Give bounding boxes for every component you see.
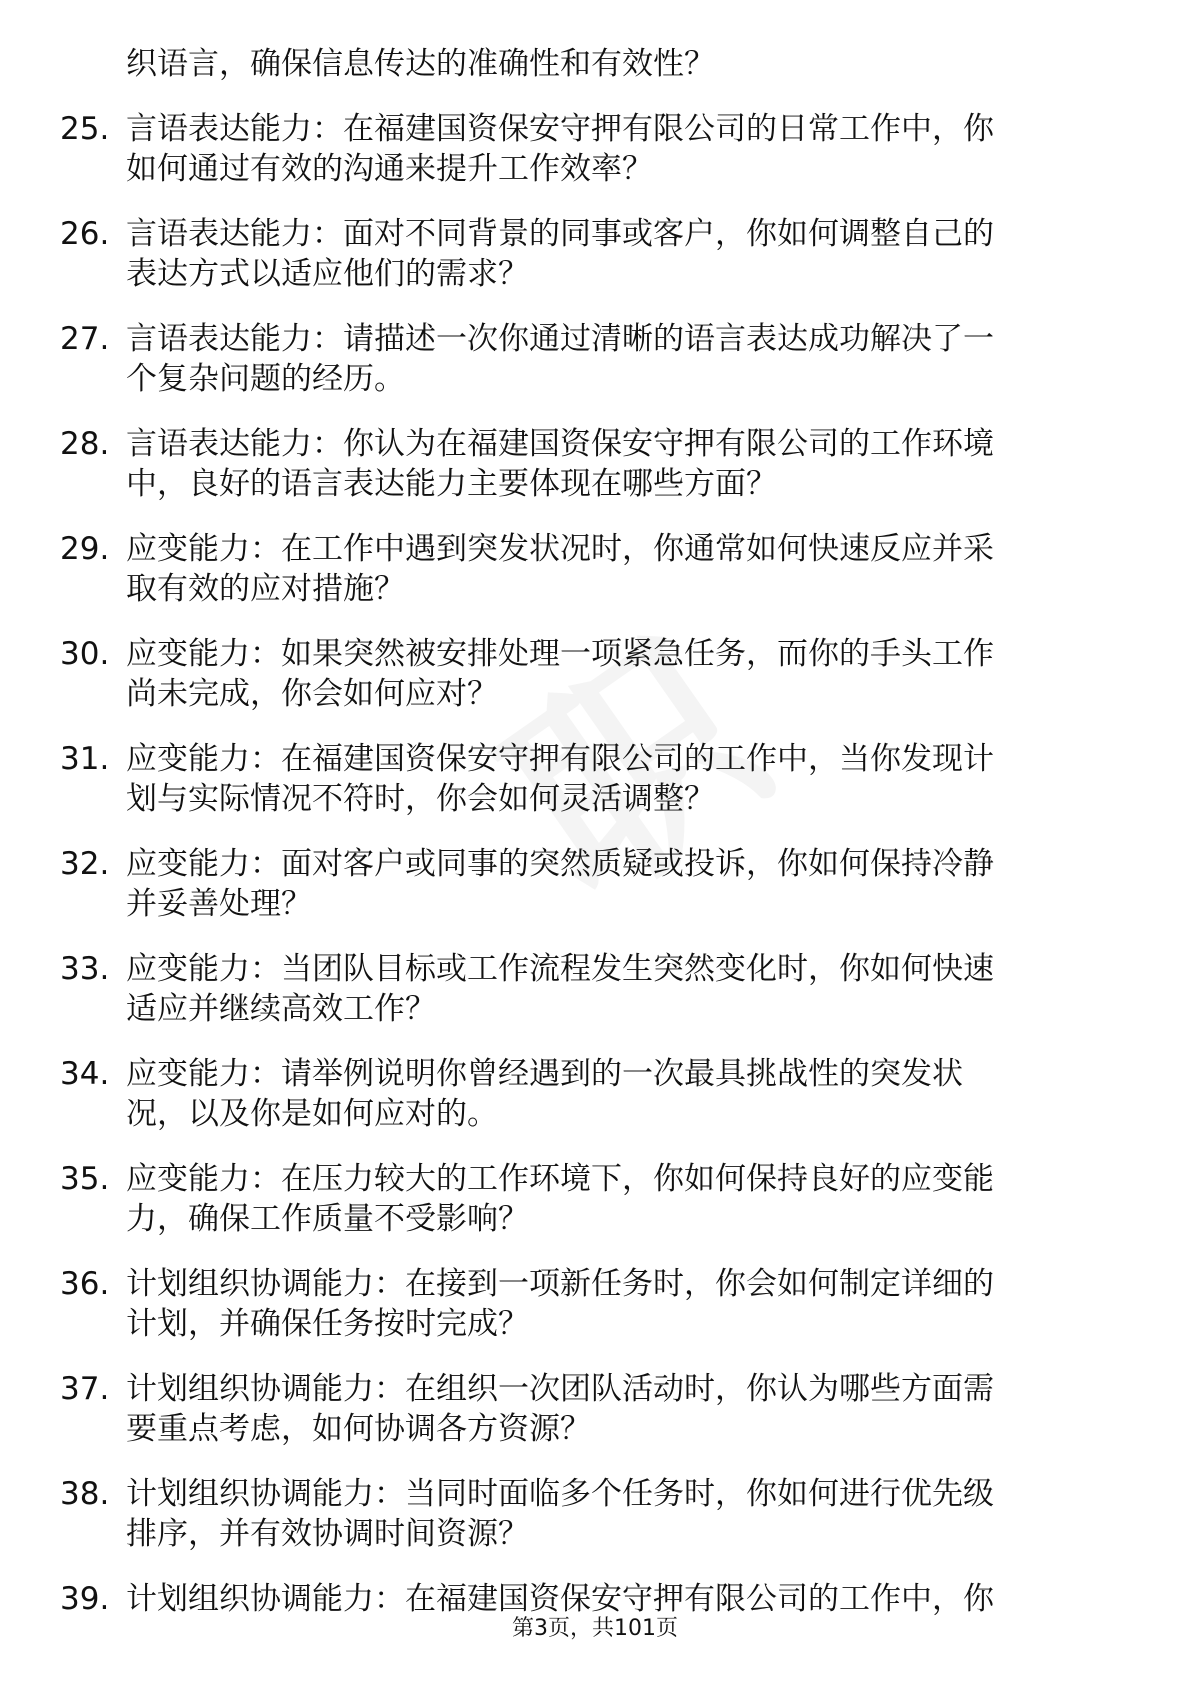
item-text bbox=[126, 424, 1058, 504]
item-number: 31. bbox=[60, 741, 110, 777]
list-item bbox=[60, 634, 1120, 714]
list-item bbox=[60, 109, 1120, 189]
list-item bbox=[60, 529, 1120, 609]
list-item bbox=[60, 424, 1120, 504]
item-text bbox=[126, 739, 1058, 819]
item-number: 27. bbox=[60, 321, 110, 357]
list-item bbox=[60, 1054, 1120, 1134]
item-text-line: 划与实际情况不符时，你会如何灵活调整？ bbox=[126, 781, 715, 817]
page-footer: 第3页，共101页 bbox=[512, 1616, 678, 1641]
item-text-line: 言语表达能力：请描述一次你通过清晰的语言表达成功解决了一 bbox=[126, 321, 994, 357]
item-text-line: 应变能力：面对客户或同事的突然质疑或投诉，你如何保持冷静 bbox=[126, 846, 994, 882]
list-item bbox=[60, 214, 1120, 294]
item-number: 39. bbox=[60, 1581, 110, 1617]
question-list bbox=[60, 44, 1120, 1619]
item-text-line: 言语表达能力：你认为在福建国资保安守押有限公司的工作环境 bbox=[126, 426, 994, 462]
item-text bbox=[126, 214, 1058, 294]
item-text-line: 应变能力：如果突然被安排处理一项紧急任务，而你的手头工作 bbox=[126, 636, 994, 672]
item-number: 37. bbox=[60, 1371, 110, 1407]
item-number: 26. bbox=[60, 216, 110, 252]
list-item bbox=[60, 1369, 1120, 1449]
list-item bbox=[60, 1474, 1120, 1554]
item-text-line: 言语表达能力：面对不同背景的同事或客户，你如何调整自己的 bbox=[126, 216, 994, 252]
item-text-line: 中，良好的语言表达能力主要体现在哪些方面？ bbox=[126, 466, 777, 502]
item-text bbox=[126, 1054, 1058, 1134]
list-item bbox=[60, 844, 1120, 924]
item-text bbox=[126, 1264, 1058, 1344]
item-text bbox=[126, 1369, 1058, 1449]
item-text-line: 应变能力：请举例说明你曾经遇到的一次最具挑战性的突发状 bbox=[126, 1056, 963, 1092]
list-item bbox=[60, 1159, 1120, 1239]
item-text-line: 应变能力：在工作中遇到突发状况时，你通常如何快速反应并采 bbox=[126, 531, 994, 567]
item-text-line: 尚未完成，你会如何应对？ bbox=[126, 676, 498, 712]
item-text-line: 力，确保工作质量不受影响？ bbox=[126, 1201, 529, 1237]
item-text-line: 况，以及你是如何应对的。 bbox=[126, 1096, 498, 1132]
item-text bbox=[126, 529, 1058, 609]
item-text bbox=[126, 949, 1058, 1029]
item-text-line: 计划组织协调能力：在组织一次团队活动时，你认为哪些方面需 bbox=[126, 1371, 994, 1407]
item-text bbox=[126, 1159, 1058, 1239]
item-text-line: 应变能力：在压力较大的工作环境下，你如何保持良好的应变能 bbox=[126, 1161, 994, 1197]
continuation-line: 织语言，确保信息传达的准确性和有效性？ bbox=[126, 46, 715, 82]
item-text bbox=[126, 319, 1058, 399]
item-number: 29. bbox=[60, 531, 110, 567]
item-text-line: 适应并继续高效工作？ bbox=[126, 991, 436, 1027]
item-number: 28. bbox=[60, 426, 110, 462]
item-text-line: 如何通过有效的沟通来提升工作效率？ bbox=[126, 151, 653, 187]
item-number: 38. bbox=[60, 1476, 110, 1512]
item-text-line: 言语表达能力：在福建国资保安守押有限公司的日常工作中，你 bbox=[126, 111, 994, 147]
item-text-line: 计划组织协调能力：在接到一项新任务时，你会如何制定详细的 bbox=[126, 1266, 994, 1302]
item-number: 25. bbox=[60, 111, 110, 147]
item-number: 34. bbox=[60, 1056, 110, 1092]
item-number: 36. bbox=[60, 1266, 110, 1302]
item-number: 30. bbox=[60, 636, 110, 672]
list-item bbox=[60, 319, 1120, 399]
item-text bbox=[126, 634, 1058, 714]
list-item bbox=[60, 1579, 1120, 1619]
item-text-line: 计划组织协调能力：在福建国资保安守押有限公司的工作中，你 bbox=[126, 1581, 994, 1617]
item-text-line: 个复杂问题的经历。 bbox=[126, 361, 405, 397]
item-text-line: 应变能力：在福建国资保安守押有限公司的工作中，当你发现计 bbox=[126, 741, 994, 777]
list-item bbox=[60, 949, 1120, 1029]
list-item bbox=[60, 1264, 1120, 1344]
item-text-line: 表达方式以适应他们的需求？ bbox=[126, 256, 529, 292]
item-text-line: 要重点考虑，如何协调各方资源？ bbox=[126, 1411, 591, 1447]
item-number: 33. bbox=[60, 951, 110, 987]
item-number: 35. bbox=[60, 1161, 110, 1197]
item-text-line: 计划组织协调能力：当同时面临多个任务时，你如何进行优先级 bbox=[126, 1476, 994, 1512]
item-text-line: 排序，并有效协调时间资源？ bbox=[126, 1516, 529, 1552]
item-text-line: 应变能力：当团队目标或工作流程发生突然变化时，你如何快速 bbox=[126, 951, 994, 987]
item-text-line: 计划，并确保任务按时完成？ bbox=[126, 1306, 529, 1342]
item-text bbox=[126, 844, 1058, 924]
items-container bbox=[60, 109, 1120, 1619]
item-text bbox=[126, 1474, 1058, 1554]
item-text-line: 并妥善处理？ bbox=[126, 886, 312, 922]
list-item bbox=[60, 739, 1120, 819]
item-text-line: 取有效的应对措施？ bbox=[126, 571, 405, 607]
item-text bbox=[126, 109, 1058, 189]
item-text bbox=[126, 1579, 1058, 1619]
item-number: 32. bbox=[60, 846, 110, 882]
